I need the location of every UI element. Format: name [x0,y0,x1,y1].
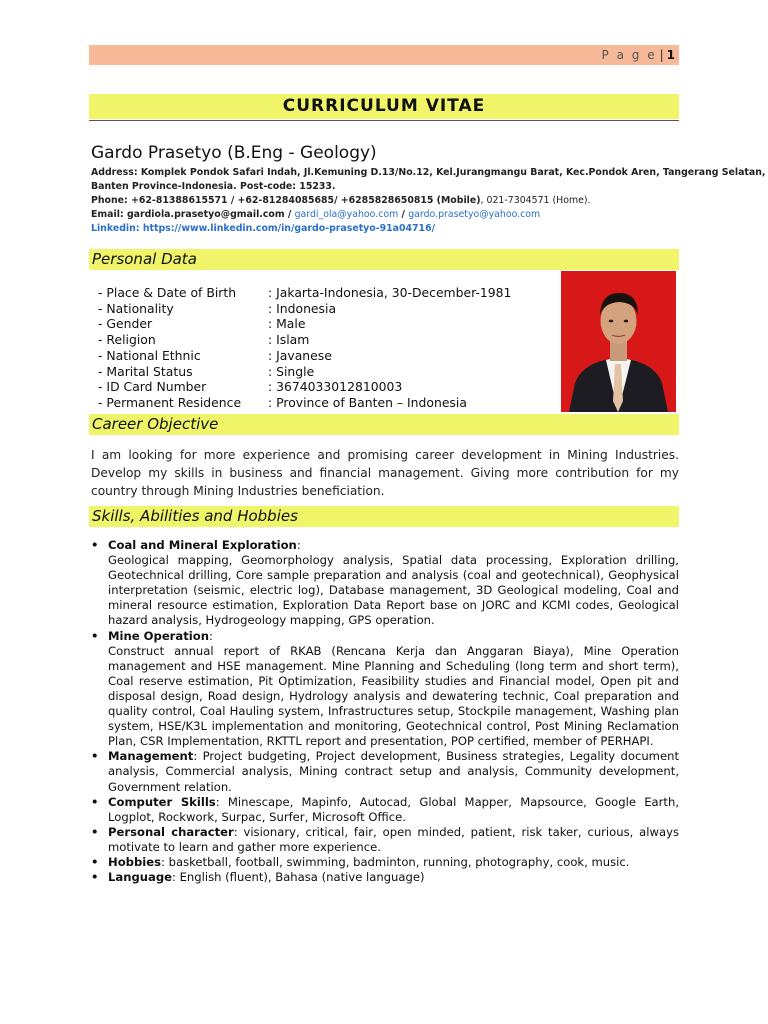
skill-separator: : [215,794,228,809]
linkedin-link[interactable]: Linkedin: https://www.linkedin.com/in/gardo-prasetyo-91a04716/ [91,223,436,234]
bullet-icon: • [91,538,99,552]
skill-item-hobbies [91,855,679,870]
section-personal-data: Personal Data [89,249,679,270]
page-separator: | [659,48,664,62]
bullet-icon: • [91,854,99,869]
skill-heading: Hobbies [108,854,162,869]
skill-item-coal-mineral-exploration [91,538,679,629]
skill-separator: : [208,628,213,643]
field-value: : Province of Banten – Indonesia [268,394,467,410]
bullet-icon: • [91,628,99,643]
field-label: - Religion [98,332,156,348]
personal-data-row [98,348,511,364]
field-label: - Marital Status [98,363,193,379]
section-skills: Skills, Abilities and Hobbies [89,506,679,527]
field-value: : Male [268,316,306,332]
profile-photo [561,271,676,412]
skill-separator: : [296,538,301,552]
skill-separator: : [193,749,203,764]
skill-body: basketball, football, swimming, badminton, running, photography, cook, music. [168,854,630,869]
bullet-icon: • [91,870,99,885]
skill-item-mine-operation [91,629,679,750]
skill-item-management [91,749,679,794]
page-label: P a g e [601,48,657,62]
phone-home: , 021-7304571 (Home). [480,195,591,206]
address-line-2: Banten Province-Indonesia. Post-code: 15233. [91,181,336,192]
personal-data-row [98,285,511,301]
skill-heading: Computer Skills [108,794,216,809]
skill-heading: Personal character [108,824,234,839]
section-career-objective: Career Objective [89,414,679,435]
field-label: - Place & Date of Birth [98,285,237,300]
field-label: - Permanent Residence [98,394,242,410]
email-secondary-link[interactable]: gardi_ola@yahoo.com [294,209,399,220]
personal-data-row [98,301,511,317]
candidate-name: Gardo Prasetyo (B.Eng - Geology) [91,143,377,163]
skill-body: visionary, critical, fair, open minded, patient, risk taker, curious, always motivate to learn and gather more experience. [108,824,679,854]
skill-body: Project budgeting, Project development, Business strategies, Legality document analysis, Commercial analysis, Mining contract setup and analysis, Community development, Government relation. [108,749,679,794]
email-separator: / [398,209,409,220]
skill-heading: Language [108,870,173,885]
personal-data-list [98,285,511,411]
personal-data-row [98,316,511,332]
page-header-bar [89,45,679,65]
skill-body: Minescape, Mapinfo, Autocad, Global Mapper, Mapsource, Google Earth, Logplot, Rockwork, Surpac, Surfer, Microsoft Office. [108,794,680,824]
field-label: - ID Card Number [98,379,207,395]
personal-data-row [98,364,511,380]
skill-item-language [91,870,679,885]
field-label: - Nationality [98,300,174,316]
email-tertiary-link[interactable]: gardo.prasetyo@yahoo.com [408,209,541,220]
field-value: : Islam [268,332,310,348]
field-value: : Single [268,363,315,379]
personal-data-row [98,395,511,411]
skill-body: Geological mapping, Geomorphology analysis, Spatial data processing, Exploration drilling, Geotechnical drilling, Core sample preparation and analysis (coal and geotechnical), Geophysical interpretation (seismic, electric log), Database management, 3D Geological modeling, Coal and mineral resource estimation, Exploration Data Report base on JORC and KCMI codes, Geological hazard analysis, Hydrogeology mapping, GPS operation. [108,553,679,628]
field-value: : Indonesia [268,300,337,316]
personal-data-row [98,332,511,348]
field-value: : 3674033012810003 [268,379,403,395]
phone-line [91,194,681,208]
contact-block [91,166,766,236]
bullet-icon: • [91,794,99,809]
page-number: 1 [666,48,675,62]
skill-separator: : [233,824,244,839]
skill-item-computer-skills [91,795,679,825]
field-value: : Javanese [268,347,332,363]
email-separator: / [284,209,295,220]
skills-list [91,538,679,885]
skill-separator: : [161,854,169,869]
skill-separator: : [172,870,180,885]
skill-heading: Coal and Mineral Exploration [108,538,297,552]
email-line [91,208,681,222]
career-objective-text: I am looking for more experience and promising career development in Mining Industries. Develop my skills in business and financial management. Giving more contribution for my country through Mining Industries beneficiation. [91,448,679,498]
skill-item-personal-character [91,825,679,855]
bullet-icon: • [91,824,99,839]
address-line-1: Address: Komplek Pondok Safari Indah, Jl.Kemuning D.13/No.12, Kel.Jurangmangu Barat, Kec.Pondok Aren, Tangerang Selatan, [91,167,766,178]
skill-heading: Management [108,749,194,764]
skill-body: Construct annual report of RKAB (Rencana Kerja dan Anggaran Biaya), Mine Operation management and HSE management. Mine Planning and Scheduling (long term and short term), Coal reserve estimation, Pit Optimization, Feasibility studies and Financial model, Open pit and disposal design, Road design, Hydrology analysis and dewatering technic, Coal preparation and quality control, Coal Hauling system, Infrastructures setup, Stockpile management, Washing plan system, HSE/K3L implementation and monitoring, Geotechnical control, Post Mining Reclamation Plan, CSR Implementation, RKTTL report and presentation, POP certified, member of PERHAPI. [108,643,679,749]
email-primary[interactable]: Email: gardiola.prasetyo@gmail.com [91,209,285,220]
document-title: CURRICULUM VITAE [89,94,679,119]
field-label: - National Ethnic [98,347,201,363]
personal-data-row [98,379,511,395]
field-label: - Gender [98,316,153,332]
title-divider [89,120,679,121]
bullet-icon: • [91,749,99,764]
phone-mobile: Phone: +62-81388615571 / +62-81284085685/ +6285828650815 (Mobile) [91,195,481,206]
field-value: : Jakarta-Indonesia, 30-December-1981 [268,285,512,300]
skill-body: English (fluent), Bahasa (native language) [179,870,425,885]
skill-heading: Mine Operation [108,628,209,643]
